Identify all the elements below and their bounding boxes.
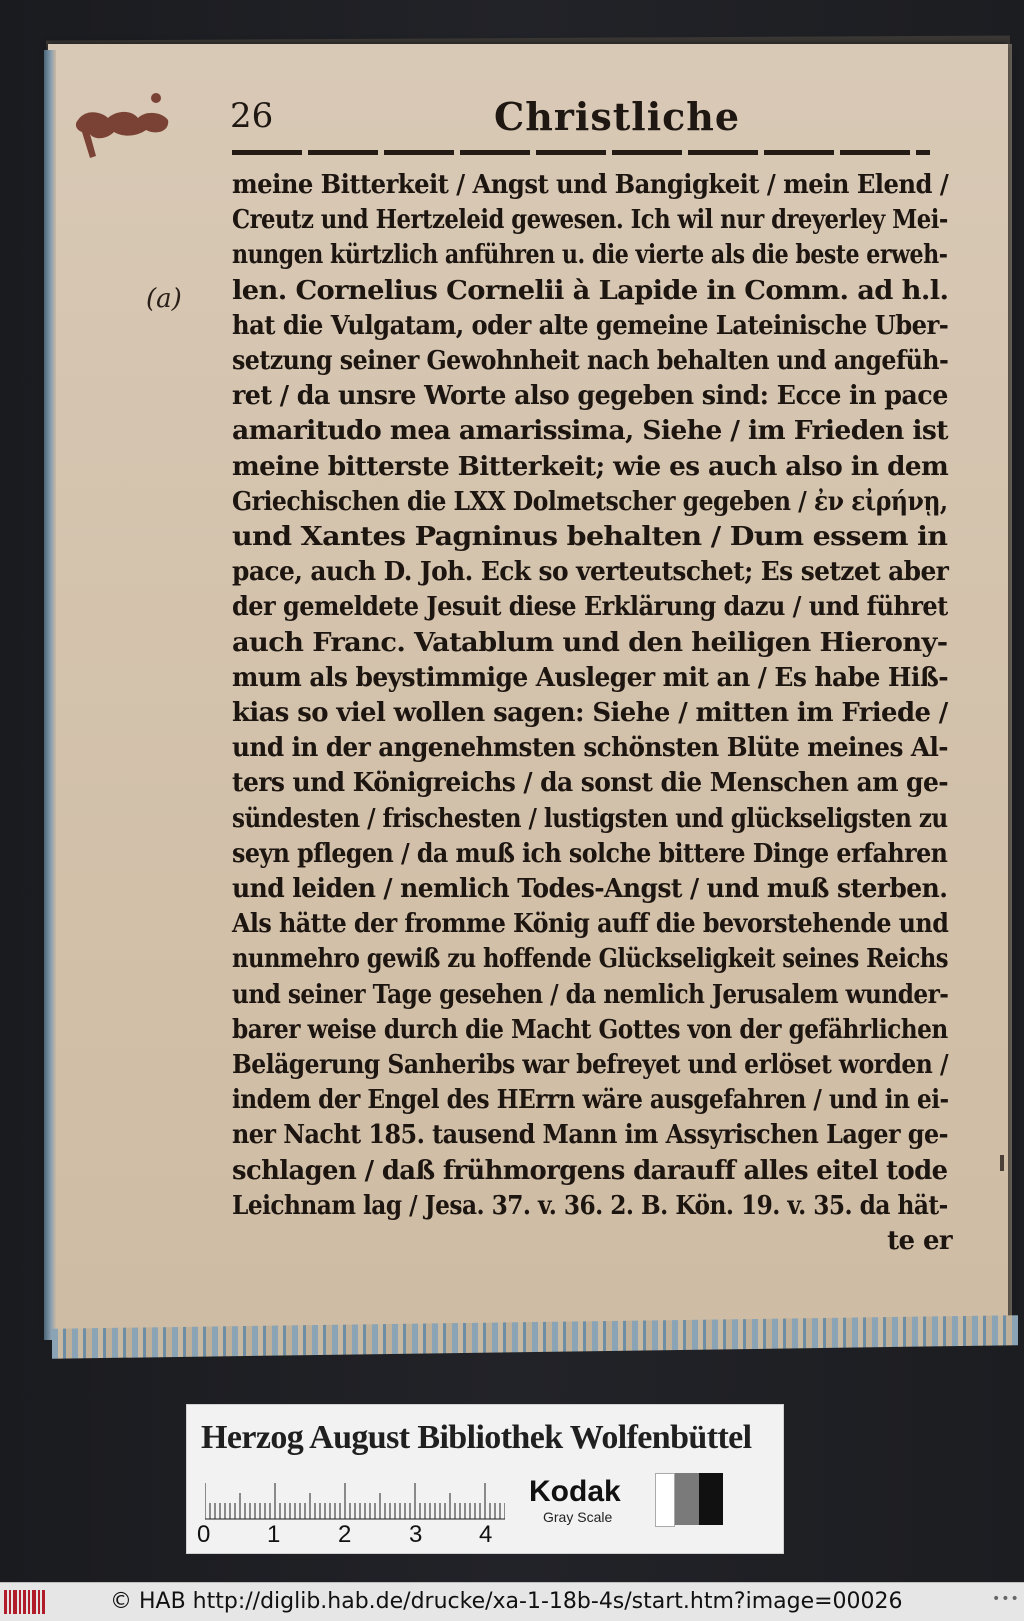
color-card	[186, 1404, 784, 1554]
kodak-brand: Kodak	[529, 1475, 621, 1508]
white-patch	[655, 1473, 675, 1527]
text-line: hat die Vulgatam, oder alte gemeine Lateinische Uber-	[232, 310, 949, 341]
hab-logo-icon	[4, 1587, 46, 1617]
ruler-number: 4	[479, 1521, 493, 1548]
text-line: mum als beystimmige Ausleger mit an / Es habe Hiß-	[232, 662, 949, 693]
text-line: pace, auch D. Joh. Eck so verteutschet; Es setzet aber	[232, 557, 949, 588]
text-line: amaritudo mea amarissima, Siehe / im Frieden ist	[232, 416, 948, 447]
library-stamp-mark	[72, 90, 182, 160]
text-line: auch Franc. Vatablum und den heiligen Hierony-	[232, 627, 948, 658]
text-line: indem der Engel des HErrn wäre ausgefahren / und in ei-	[232, 1085, 949, 1116]
text-line: Leichnam lag / Jesa. 37. v. 36. 2. B. Kön. 19. v. 35. da hät-	[232, 1190, 948, 1221]
ruler-number: 1	[267, 1521, 281, 1548]
page-mark	[1000, 1155, 1004, 1171]
text-line: barer weise durch die Macht Gottes von der gefährlichen	[232, 1014, 948, 1045]
ruler-number: 3	[409, 1521, 423, 1548]
text-line: kias so viel wollen sagen: Siehe / mitten im Friede /	[232, 698, 948, 729]
margin-note: (a)	[146, 284, 182, 314]
text-line: ret / da unsre Worte also gegeben sind: Ecce in pace	[232, 381, 948, 412]
text-line: meine bitterste Bitterkeit; wie es auch also in dem	[232, 451, 949, 482]
text-line: nungen kürtzlich anführen u. die vierte als die beste erweh-	[232, 240, 948, 271]
page-left-edge	[44, 50, 56, 1340]
text-line: ters und Königreichs / da sonst die Menschen am ge-	[232, 768, 949, 799]
text-line: Creutz und Hertzeleid gewesen. Ich wil nur dreyerley Mei-	[232, 205, 948, 236]
ruler-number: 2	[338, 1521, 352, 1548]
more-options-icon[interactable]: •••	[992, 1591, 1020, 1607]
black-patch	[699, 1473, 723, 1525]
running-head: Christliche	[494, 94, 741, 139]
text-line: setzung seiner Gewohnheit nach behalten und angefüh-	[232, 346, 949, 377]
footer-bar	[0, 1582, 1024, 1621]
ruler-number: 0	[197, 1521, 211, 1548]
text-line: und Xantes Pagninus behalten / Dum essem in	[232, 522, 948, 553]
text-line: Als hätte der fromme König auff die bevorstehende und	[232, 909, 949, 940]
text-line: nunmehro gewiß zu hoffende Glückseligkeit seines Reichs	[232, 944, 948, 975]
text-line: ner Nacht 185. tausend Mann im Assyrischen Lager ge-	[232, 1120, 948, 1151]
page-number: 26	[230, 96, 274, 136]
footer-credit-link[interactable]: © HAB http://diglib.hab.de/drucke/xa-1-18b-4s/start.htm?image=00026	[110, 1589, 903, 1614]
text-line: Griechischen die LXX Dolmetscher gegeben / ἐν εἰρήνῃ,	[232, 486, 948, 517]
text-line: und in der angenehmsten schönsten Blüte meines Al-	[232, 733, 948, 764]
text-line: meine Bitterkeit / Angst und Bangigkeit / mein Elend /	[232, 170, 949, 200]
text-line: der gemeldete Jesuit diese Erklärung dazu / und führet	[232, 592, 948, 623]
catchword: te er	[887, 1226, 952, 1257]
card-title: Herzog August Bibliothek Wolfenbüttel	[201, 1419, 752, 1456]
gray-patch	[675, 1473, 699, 1525]
text-line: schlagen / daß frühmorgens darauff alles eitel tode	[232, 1155, 948, 1186]
text-line: und leiden / nemlich Todes-Angst / und muß sterben.	[232, 874, 948, 905]
text-line: und seiner Tage gesehen / da nemlich Jerusalem wunder-	[232, 979, 949, 1010]
text-line: len. Cornelius Cornelii à Lapide in Comm. ad h.l.	[232, 275, 949, 306]
header-rule	[232, 150, 930, 155]
gray-scale-label: Gray Scale	[543, 1509, 613, 1525]
text-line: Belägerung Sanheribs war befreyet und erlöset worden /	[232, 1050, 948, 1081]
text-line: seyn pflegen / da muß ich solche bittere Dinge erfahren	[232, 838, 948, 869]
body-text	[232, 168, 952, 1259]
text-line: sündesten / frischesten / lustigsten und glückseligsten zu	[232, 803, 948, 834]
ruler-scale	[205, 1479, 505, 1521]
